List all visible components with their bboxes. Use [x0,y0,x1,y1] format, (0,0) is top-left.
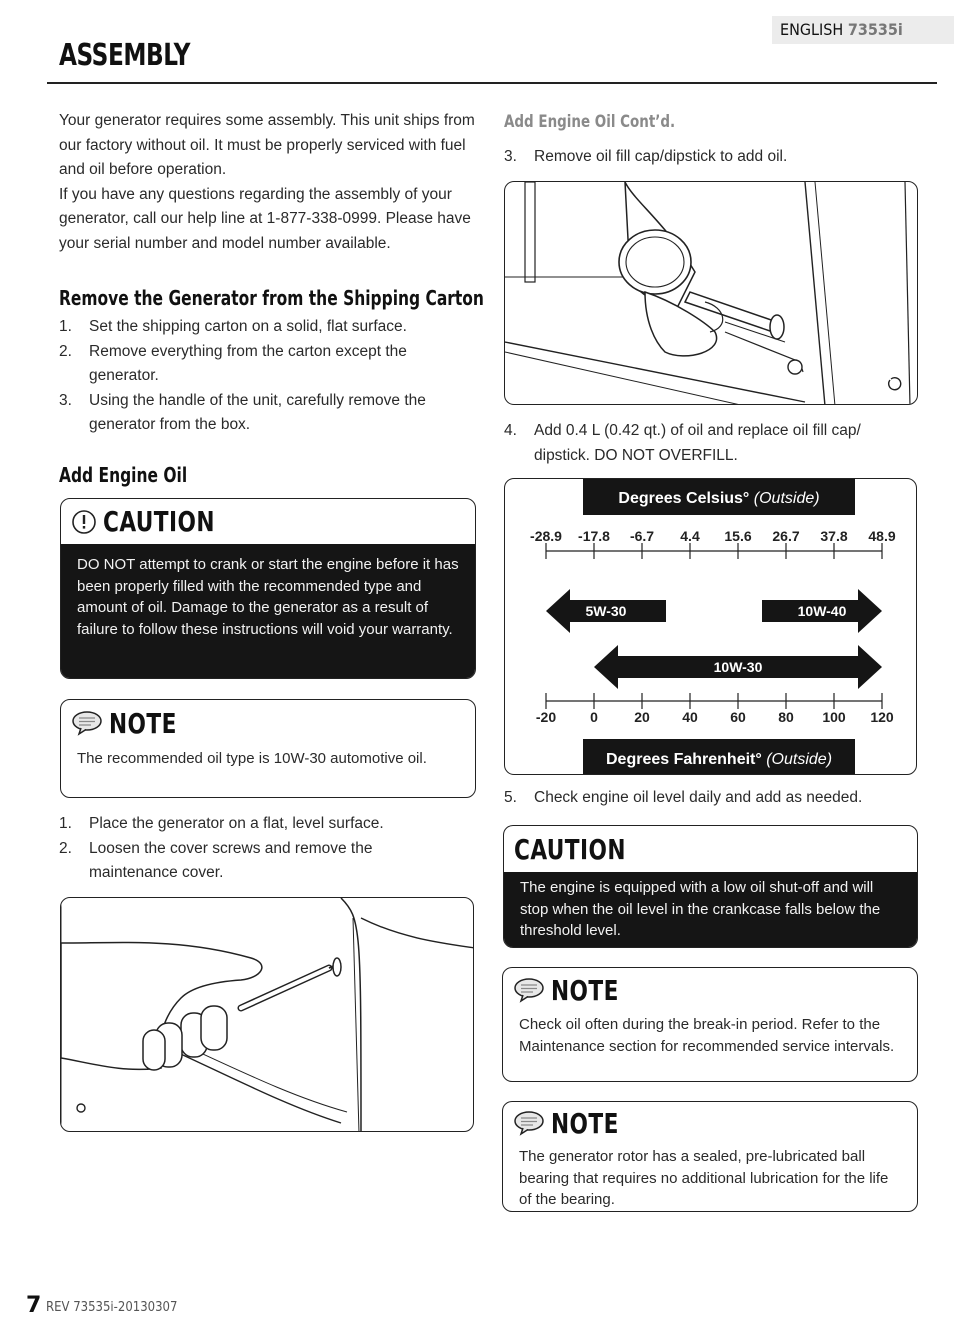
caution-text: The engine is equipped with a low oil shut-off and will stop when the oil level in the crankcase falls below the threshold level. [504,872,917,948]
oil-funnel-image [505,182,918,405]
fahrenheit-tick-label: 80 [778,709,794,725]
list-item: 4. Add 0.4 L (0.42 qt.) of oil and replace oil fill cap/ dipstick. DO NOT OVERFILL. [504,422,861,464]
fahrenheit-tick-label: 0 [590,709,598,725]
list-item: 2. Remove everything from the carton except the generator. [59,342,407,384]
note-box [60,699,476,798]
fahrenheit-tick-label: -20 [535,709,557,725]
oil-fill-illustration [504,181,918,405]
revision-code: REV 73535i-20130307 [46,1300,178,1315]
note-title: NOTE [551,1106,619,1140]
fahrenheit-tick-label: 60 [730,709,746,725]
language-label: ENGLISH [780,20,844,39]
caution-text: DO NOT attempt to crank or start the engine before it has been properly filled with the recommended type and amount of oil. Damage to the generator as a result of failure to follow these instructions will void your warranty. [61,544,475,679]
list-item: 1. Set the shipping carton on a solid, flat surface. [59,318,407,335]
note-box-break-in [502,967,918,1082]
remove-carton-steps [59,315,459,438]
list-item: 3. Using the handle of the unit, carefully remove the generator from the box. [59,391,426,433]
title-divider [47,82,937,84]
language-tab [772,16,954,44]
add-oil-contd-heading: Add Engine Oil Cont’d. [504,112,676,132]
step-5 [504,786,914,811]
note-text: The recommended oil type is 10W-30 automotive oil. [77,750,427,767]
fahrenheit-tick-label: 40 [682,709,698,725]
intro-text [59,109,477,256]
celsius-tick-label: 15.6 [724,528,752,544]
oil-viscosity-chart [504,478,917,775]
caution-box [60,498,476,679]
speech-bubble-icon [513,1110,545,1136]
fahrenheit-axis-label: Degrees Fahrenheit° (Outside) [605,751,833,768]
caution-title: CAUTION [103,505,215,538]
caution-box-low-oil [503,825,918,948]
celsius-ticks [530,528,896,559]
fahrenheit-ticks [536,693,894,725]
speech-bubble-icon [71,710,103,736]
remove-carton-heading: Remove the Generator from the Shipping Carton [59,286,484,310]
celsius-tick-label: 26.7 [772,528,800,544]
celsius-tick-label: 48.9 [868,528,896,544]
add-oil-steps [59,812,459,886]
step-4 [504,419,914,468]
celsius-tick-label: -28.9 [530,528,562,544]
list-item: 1. Place the generator on a flat, level surface. [59,815,384,832]
note-text: Check oil often during the break-in period. Refer to the Maintenance section for recommended service intervals. [519,1016,895,1055]
celsius-tick-label: -6.7 [629,528,655,544]
page-title: ASSEMBLY [59,38,191,73]
page-number: 7 [26,1293,42,1318]
intro-paragraph-1: Your generator requires some assembly. This unit ships from our factory without oil. It must be properly serviced with fuel and oil before operation. [59,112,475,178]
note-box-rotor [502,1101,918,1212]
note-title: NOTE [551,973,619,1007]
fahrenheit-tick-label: 20 [634,709,650,725]
warning-icon [71,509,97,535]
fahrenheit-tick-label: 100 [822,709,846,725]
screwdriver-hand-image [61,898,474,1132]
caution-title: CAUTION [514,832,626,866]
series-label: 10W-40 [797,603,847,619]
fahrenheit-tick-label: 120 [870,709,894,725]
celsius-tick-label: -17.8 [578,528,610,544]
viscosity-chart-svg [505,479,917,775]
list-item: 3. Remove oil fill cap/dipstick to add oil. [504,148,788,165]
celsius-axis-label: Degrees Celsius° (Outside) [618,490,820,507]
celsius-tick-label: 4.4 [680,528,700,544]
add-engine-oil-heading: Add Engine Oil [59,463,188,487]
model-number: 73535i [847,20,903,39]
series-label: 10W-30 [713,659,763,675]
cover-screw-illustration [60,897,474,1132]
note-title: NOTE [109,706,177,740]
speech-bubble-icon [513,977,545,1003]
list-item: 5. Check engine oil level daily and add as needed. [504,789,863,806]
intro-paragraph-2: If you have any questions regarding the assembly of your generator, call our help line at 1-877-338-0999. Please have your serial number and model number available. [59,185,471,252]
list-item: 2. Loosen the cover screws and remove the maintenance cover. [59,839,373,881]
celsius-tick-label: 37.8 [820,528,848,544]
series-label: 5W-30 [585,603,627,619]
step-3 [504,145,914,170]
series-arrows [546,589,882,689]
note-text: The generator rotor has a sealed, pre-lubricated ball bearing that requires no additional lubrication for the life of the bearing. [519,1148,889,1208]
